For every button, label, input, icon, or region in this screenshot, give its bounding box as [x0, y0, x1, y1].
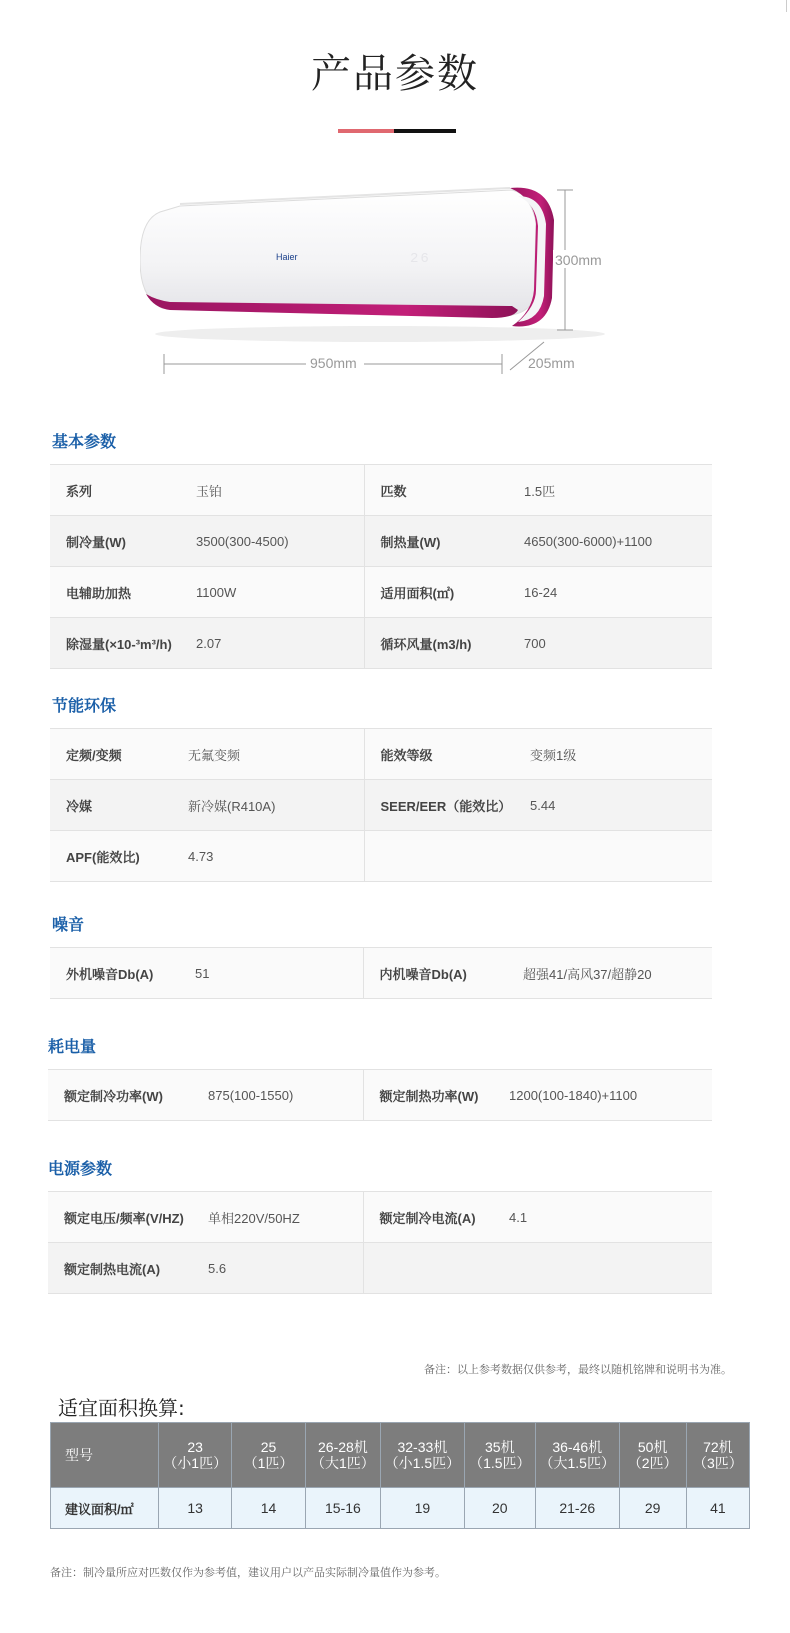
page-title: 产品参数: [311, 51, 479, 97]
title-underline-dark: [394, 129, 456, 133]
param-value: 4.1: [509, 1192, 712, 1243]
energy-params-table: [50, 728, 712, 882]
param-value: 16-24: [524, 567, 712, 618]
param-label: [363, 1243, 509, 1294]
param-label: 定频/变频: [50, 729, 188, 780]
param-label: 能效等级: [364, 729, 530, 780]
model-capacity: （1.5匹）: [469, 1455, 531, 1471]
area-value-row: [51, 1488, 750, 1529]
model-cell: [305, 1423, 380, 1488]
model-capacity: （大1.5匹）: [539, 1455, 615, 1471]
param-value: 1200(100-1840)+1100: [509, 1070, 712, 1121]
param-value: 玉铂: [196, 465, 364, 516]
air-conditioner-illustration: [140, 180, 620, 400]
param-label: 系列: [50, 465, 196, 516]
param-label: [364, 831, 530, 882]
param-label: 匹数: [364, 465, 524, 516]
param-label: 制热量(W): [364, 516, 524, 567]
model-number: 36-46机: [552, 1439, 603, 1455]
depth-dimension: 205mm: [528, 355, 575, 371]
param-value: 单相220V/50HZ: [208, 1192, 363, 1243]
table-row: [50, 618, 712, 669]
table-row: [50, 729, 712, 780]
brand-logo: Haier: [276, 252, 298, 262]
corner-divider: [786, 0, 787, 12]
model-number: 26-28机: [318, 1439, 368, 1455]
param-label: 外机噪音Db(A): [50, 948, 195, 999]
table-row: [50, 567, 712, 618]
param-value: [509, 1243, 712, 1294]
area-row-label: 建议面积/㎡: [51, 1488, 159, 1529]
disclaimer-note: 备注：以上参考数据仅供参考，最终以随机铭牌和说明书为准。: [424, 1364, 732, 1376]
section-title-energy: 节能环保: [52, 698, 117, 715]
section-title-electric: 电源参数: [48, 1161, 113, 1178]
param-label: 额定制热功率(W): [363, 1070, 509, 1121]
param-value: 1100W: [196, 567, 364, 618]
param-value: 变频1级: [530, 729, 712, 780]
param-value: 5.6: [208, 1243, 363, 1294]
title-underline-accent: [338, 129, 394, 133]
area-table-title: 适宜面积换算:: [58, 1396, 185, 1420]
display-readout: 26: [410, 251, 431, 267]
area-value: 29: [619, 1488, 686, 1529]
model-number: 23: [187, 1439, 203, 1455]
param-value: 超强41/高风37/超静20: [523, 948, 712, 999]
area-value: 20: [464, 1488, 535, 1529]
param-value: 4650(300-6000)+1100: [524, 516, 712, 567]
section-title-basic: 基本参数: [52, 434, 117, 451]
table-row: [48, 1192, 712, 1243]
param-label: 适用面积(㎡): [364, 567, 524, 618]
param-value: 5.44: [530, 780, 712, 831]
basic-params-table: [50, 464, 712, 669]
param-label: 除湿量(×10-³m³/h): [50, 618, 196, 669]
product-image: [140, 180, 620, 400]
model-capacity: （小1匹）: [163, 1455, 228, 1471]
param-value: 新冷媒(R410A): [188, 780, 364, 831]
param-value: 2.07: [196, 618, 364, 669]
model-cell: [619, 1423, 686, 1488]
footnote: 备注：制冷量所应对匹数仅作为参考值，建议用户以产品实际制冷量值作为参考。: [50, 1567, 446, 1579]
electric-params-table: [48, 1191, 712, 1294]
table-row: [50, 516, 712, 567]
area-value: 15-16: [305, 1488, 380, 1529]
param-label: 额定制冷功率(W): [48, 1070, 208, 1121]
table-row: [50, 465, 712, 516]
area-value: 13: [159, 1488, 232, 1529]
param-label: 额定制热电流(A): [48, 1243, 208, 1294]
model-cell: [381, 1423, 465, 1488]
table-row: [48, 1243, 712, 1294]
height-dimension: 300mm: [555, 252, 602, 268]
area-header-row: [51, 1423, 750, 1488]
param-label: 冷媒: [50, 780, 188, 831]
param-value: 875(100-1550): [208, 1070, 363, 1121]
model-number: 72机: [703, 1439, 733, 1455]
param-label: 电辅助加热: [50, 567, 196, 618]
table-row: [50, 831, 712, 882]
power-params-table: [48, 1069, 712, 1121]
model-capacity: （3匹）: [692, 1455, 743, 1471]
area-conversion-table: [50, 1422, 750, 1529]
model-cell: [535, 1423, 619, 1488]
area-value: 19: [381, 1488, 465, 1529]
param-label: 额定电压/频率(V/HZ): [48, 1192, 208, 1243]
area-value: 14: [232, 1488, 305, 1529]
param-label: 循环风量(m3/h): [364, 618, 524, 669]
area-value: 41: [686, 1488, 749, 1529]
param-value: 4.73: [188, 831, 364, 882]
param-value: 1.5匹: [524, 465, 712, 516]
table-row: [50, 948, 712, 999]
param-value: 3500(300-4500): [196, 516, 364, 567]
title-underline: [338, 129, 456, 133]
param-label: 内机噪音Db(A): [363, 948, 523, 999]
param-label: 额定制冷电流(A): [363, 1192, 509, 1243]
model-header: 型号: [51, 1423, 159, 1488]
param-label: SEER/EER（能效比）: [364, 780, 530, 831]
model-cell: [232, 1423, 305, 1488]
model-capacity: （小1.5匹）: [384, 1455, 461, 1471]
model-cell: [464, 1423, 535, 1488]
model-number: 50机: [637, 1439, 668, 1455]
section-title-power: 耗电量: [48, 1039, 97, 1056]
model-number: 35机: [485, 1439, 515, 1455]
model-number: 25: [260, 1439, 277, 1455]
model-number: 32-33机: [397, 1439, 448, 1455]
width-dimension: 950mm: [310, 355, 357, 371]
param-label: APF(能效比): [50, 831, 188, 882]
model-cell: [686, 1423, 749, 1488]
model-cell: [159, 1423, 232, 1488]
param-value: 无氟变频: [188, 729, 364, 780]
table-row: [50, 780, 712, 831]
param-label: 制冷量(W): [50, 516, 196, 567]
param-value: 700: [524, 618, 712, 669]
model-capacity: （大1匹）: [311, 1455, 375, 1471]
table-row: [48, 1070, 712, 1121]
model-capacity: （2匹）: [627, 1455, 678, 1471]
section-title-noise: 噪音: [52, 917, 85, 934]
noise-params-table: [50, 947, 712, 999]
param-value: [530, 831, 712, 882]
area-value: 21-26: [535, 1488, 619, 1529]
model-capacity: （1匹）: [243, 1455, 294, 1471]
param-value: 51: [195, 948, 363, 999]
